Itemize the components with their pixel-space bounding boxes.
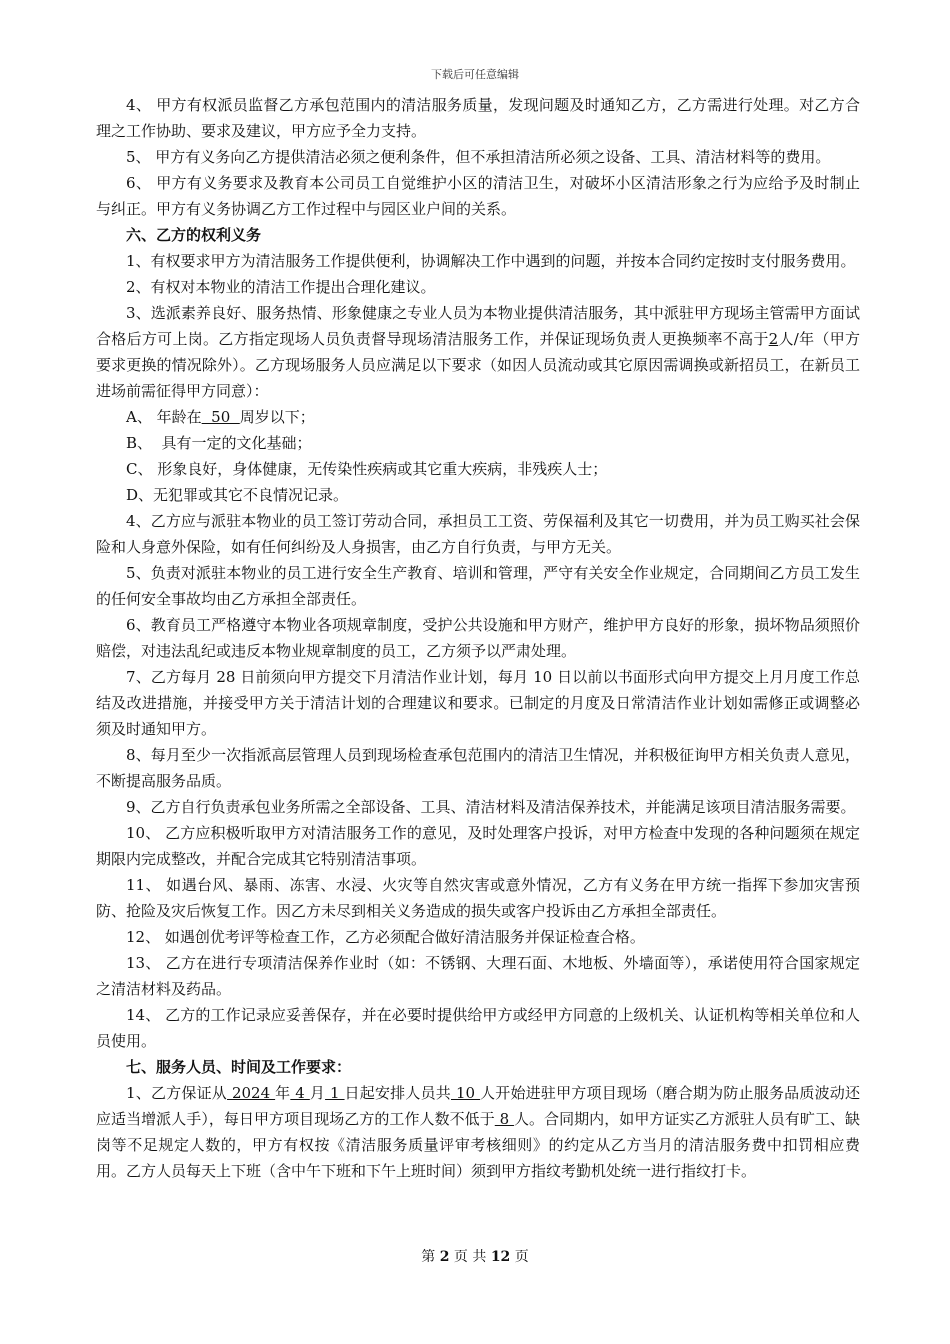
clause-3-text-b: 人/年（甲方要求更换的情况除外）。乙方现场服务人员应满足以下要求（如因人员流动或其它原因需调换或新招员工，在新员工进场前需征得甲方同意）： — [96, 330, 860, 400]
age-limit-value: 50 — [201, 408, 240, 426]
requirement-d: D、无犯罪或其它不良情况记录。 — [126, 486, 349, 504]
party-a-clause-5: 5、 甲方有义务向乙方提供清洁必须之便利条件，但不承担清洁所必须之设备、工具、清洁材料等的费用。 — [126, 148, 831, 166]
requirement-a — [96, 404, 860, 430]
page-header: 下载后可任意编辑 — [431, 68, 519, 81]
requirement-b: B、 具有一定的文化基础； — [126, 434, 312, 452]
current-page-number: 2 — [439, 1249, 450, 1265]
party-a-clause-6: 6、 甲方有义务要求及教育本公司员工自觉维护小区的清洁卫生，对破坏小区清洁形象之行为应给予及时制止与纠正。甲方有义务协调乙方工作过程中与园区业户间的关系。 — [96, 174, 860, 218]
party-b-clause-14: 14、 乙方的工作记录应妥善保存，并在必要时提供给甲方或经甲方同意的上级机关、认证机构等相关单位和人员使用。 — [96, 1006, 860, 1050]
section-7-heading: 七、服务人员、时间及工作要求： — [126, 1058, 352, 1076]
party-b-clause-5: 5、负责对派驻本物业的员工进行安全生产教育、培训和管理，严守有关安全作业规定，合同期间乙方员工发生的任何安全事故均由乙方承担全部责任。 — [96, 564, 860, 608]
party-b-clause-7: 7、乙方每月 28 日前须向甲方提交下月清洁作业计划，每月 10 日以前以书面形式向甲方提交上月月度工作总结及改进措施，并接受甲方关于清洁计划的合理建议和要求。已制定的月度及日常清洁作业计划如需修正或调整必须及时通知甲方。 — [96, 668, 860, 738]
staffing-text-5: 人开始进驻甲方项目现场（磨合期为防止服务品质波动还应适当增派人手），每日甲方项目现场乙方的工作人数不低于 — [96, 1084, 860, 1128]
footer-prefix: 第 — [421, 1249, 436, 1265]
staff-total-value: 10 — [451, 1084, 481, 1102]
staffing-text-1: 1、乙方保证从 — [126, 1084, 227, 1102]
party-b-clause-4: 4、乙方应与派驻本物业的员工签订劳动合同，承担员工工资、劳保福利及其它一切费用，并为员工购买社会保险和人身意外保险，如有任何纠纷及人身损害，由乙方自行负责，与甲方无关。 — [96, 512, 860, 556]
staffing-text-3: 月 — [309, 1084, 326, 1102]
staffing-text-2: 年 — [275, 1084, 291, 1102]
replacement-frequency-value: 2 — [768, 330, 779, 348]
requirement-a-text-b: 周岁以下； — [239, 408, 315, 426]
party-b-clause-13: 13、 乙方在进行专项清洁保养作业时（如：不锈钢、大理石面、木地板、外墙面等），承诺使用符合国家规定之清洁材料及药品。 — [96, 954, 860, 998]
total-pages-number: 12 — [490, 1249, 511, 1265]
start-day-value: 1 — [325, 1084, 345, 1102]
start-month-value: 4 — [290, 1084, 310, 1102]
staffing-text-6: 人。合同期内，如甲方证实乙方派驻人员有旷工、缺岗等不足规定人数的，甲方有权按《清洁服务质量评审考核细则》的约定从乙方当月的清洁服务费中扣罚相应费用。乙方人员每天上下班（含中午下班和下午上班时间）须到甲方指纹考勤机处统一进行指纹打卡。 — [96, 1110, 860, 1180]
requirement-c: C、 形象良好，身体健康，无传染性疾病或其它重大疾病，非残疾人士； — [126, 460, 608, 478]
party-b-clause-1: 1、有权要求甲方为清洁服务工作提供便利，协调解决工作中遇到的问题，并按本合同约定按时支付服务费用。 — [126, 252, 856, 270]
section-6-heading: 六、乙方的权利义务 — [126, 226, 262, 244]
party-b-clause-12: 12、 如遇创优考评等检查工作，乙方必须配合做好清洁服务并保证检查合格。 — [126, 928, 645, 946]
party-b-clause-11: 11、 如遇台风、暴雨、冻害、水浸、火灾等自然灾害或意外情况，乙方有义务在甲方统一指挥下参加灾害预防、抢险及灾后恢复工作。因乙方未尽到相关义务造成的损失或客户投诉由乙方承担全部责任。 — [96, 876, 860, 920]
party-b-clause-10: 10、 乙方应积极听取甲方对清洁服务工作的意见，及时处理客户投诉，对甲方检查中发现的各种问题须在规定期限内完成整改，并配合完成其它特别清洁事项。 — [96, 824, 860, 868]
party-b-clause-3 — [96, 300, 860, 404]
start-year-value: 2024 — [226, 1084, 276, 1102]
document-body — [96, 92, 860, 1184]
clause-3-text-a: 3、选派素养良好、服务热情、形象健康之专业人员为本物业提供清洁服务，其中派驻甲方现场主管需甲方面试合格后方可上岗。乙方指定现场人员负责督导现场清洁服务工作，并保证现场负责人更换频率不高于 — [96, 304, 860, 348]
party-a-clause-4: 4、 甲方有权派员监督乙方承包范围内的清洁服务质量，发现问题及时通知乙方，乙方需进行处理。对乙方合理之工作协助、要求及建议，甲方应予全力支持。 — [96, 96, 860, 140]
party-b-clause-2: 2、有权对本物业的清洁工作提出合理化建议。 — [126, 278, 436, 296]
staffing-text-4: 日起安排人员共 — [344, 1084, 451, 1102]
party-b-clause-9: 9、乙方自行负责承包业务所需之全部设备、工具、清洁材料及清洁保养技术，并能满足该项目清洁服务需要。 — [126, 798, 856, 816]
party-b-clause-8: 8、每月至少一次指派高层管理人员到现场检查承包范围内的清洁卫生情况，并积极征询甲方相关负责人意见，不断提高服务品质。 — [96, 746, 860, 790]
staffing-clause-1 — [96, 1080, 860, 1184]
requirement-a-text-a: A、 年龄在 — [126, 408, 202, 426]
staff-minimum-value: 8 — [494, 1110, 514, 1128]
footer-middle: 页 共 — [453, 1249, 487, 1265]
party-b-clause-6: 6、教育员工严格遵守本物业各项规章制度，受护公共设施和甲方财产，维护甲方良好的形象，损坏物品须照价赔偿，对违法乱纪或违反本物业规章制度的员工，乙方须予以严肃处理。 — [96, 616, 860, 660]
page-footer — [0, 1246, 950, 1266]
footer-suffix: 页 — [514, 1249, 529, 1265]
